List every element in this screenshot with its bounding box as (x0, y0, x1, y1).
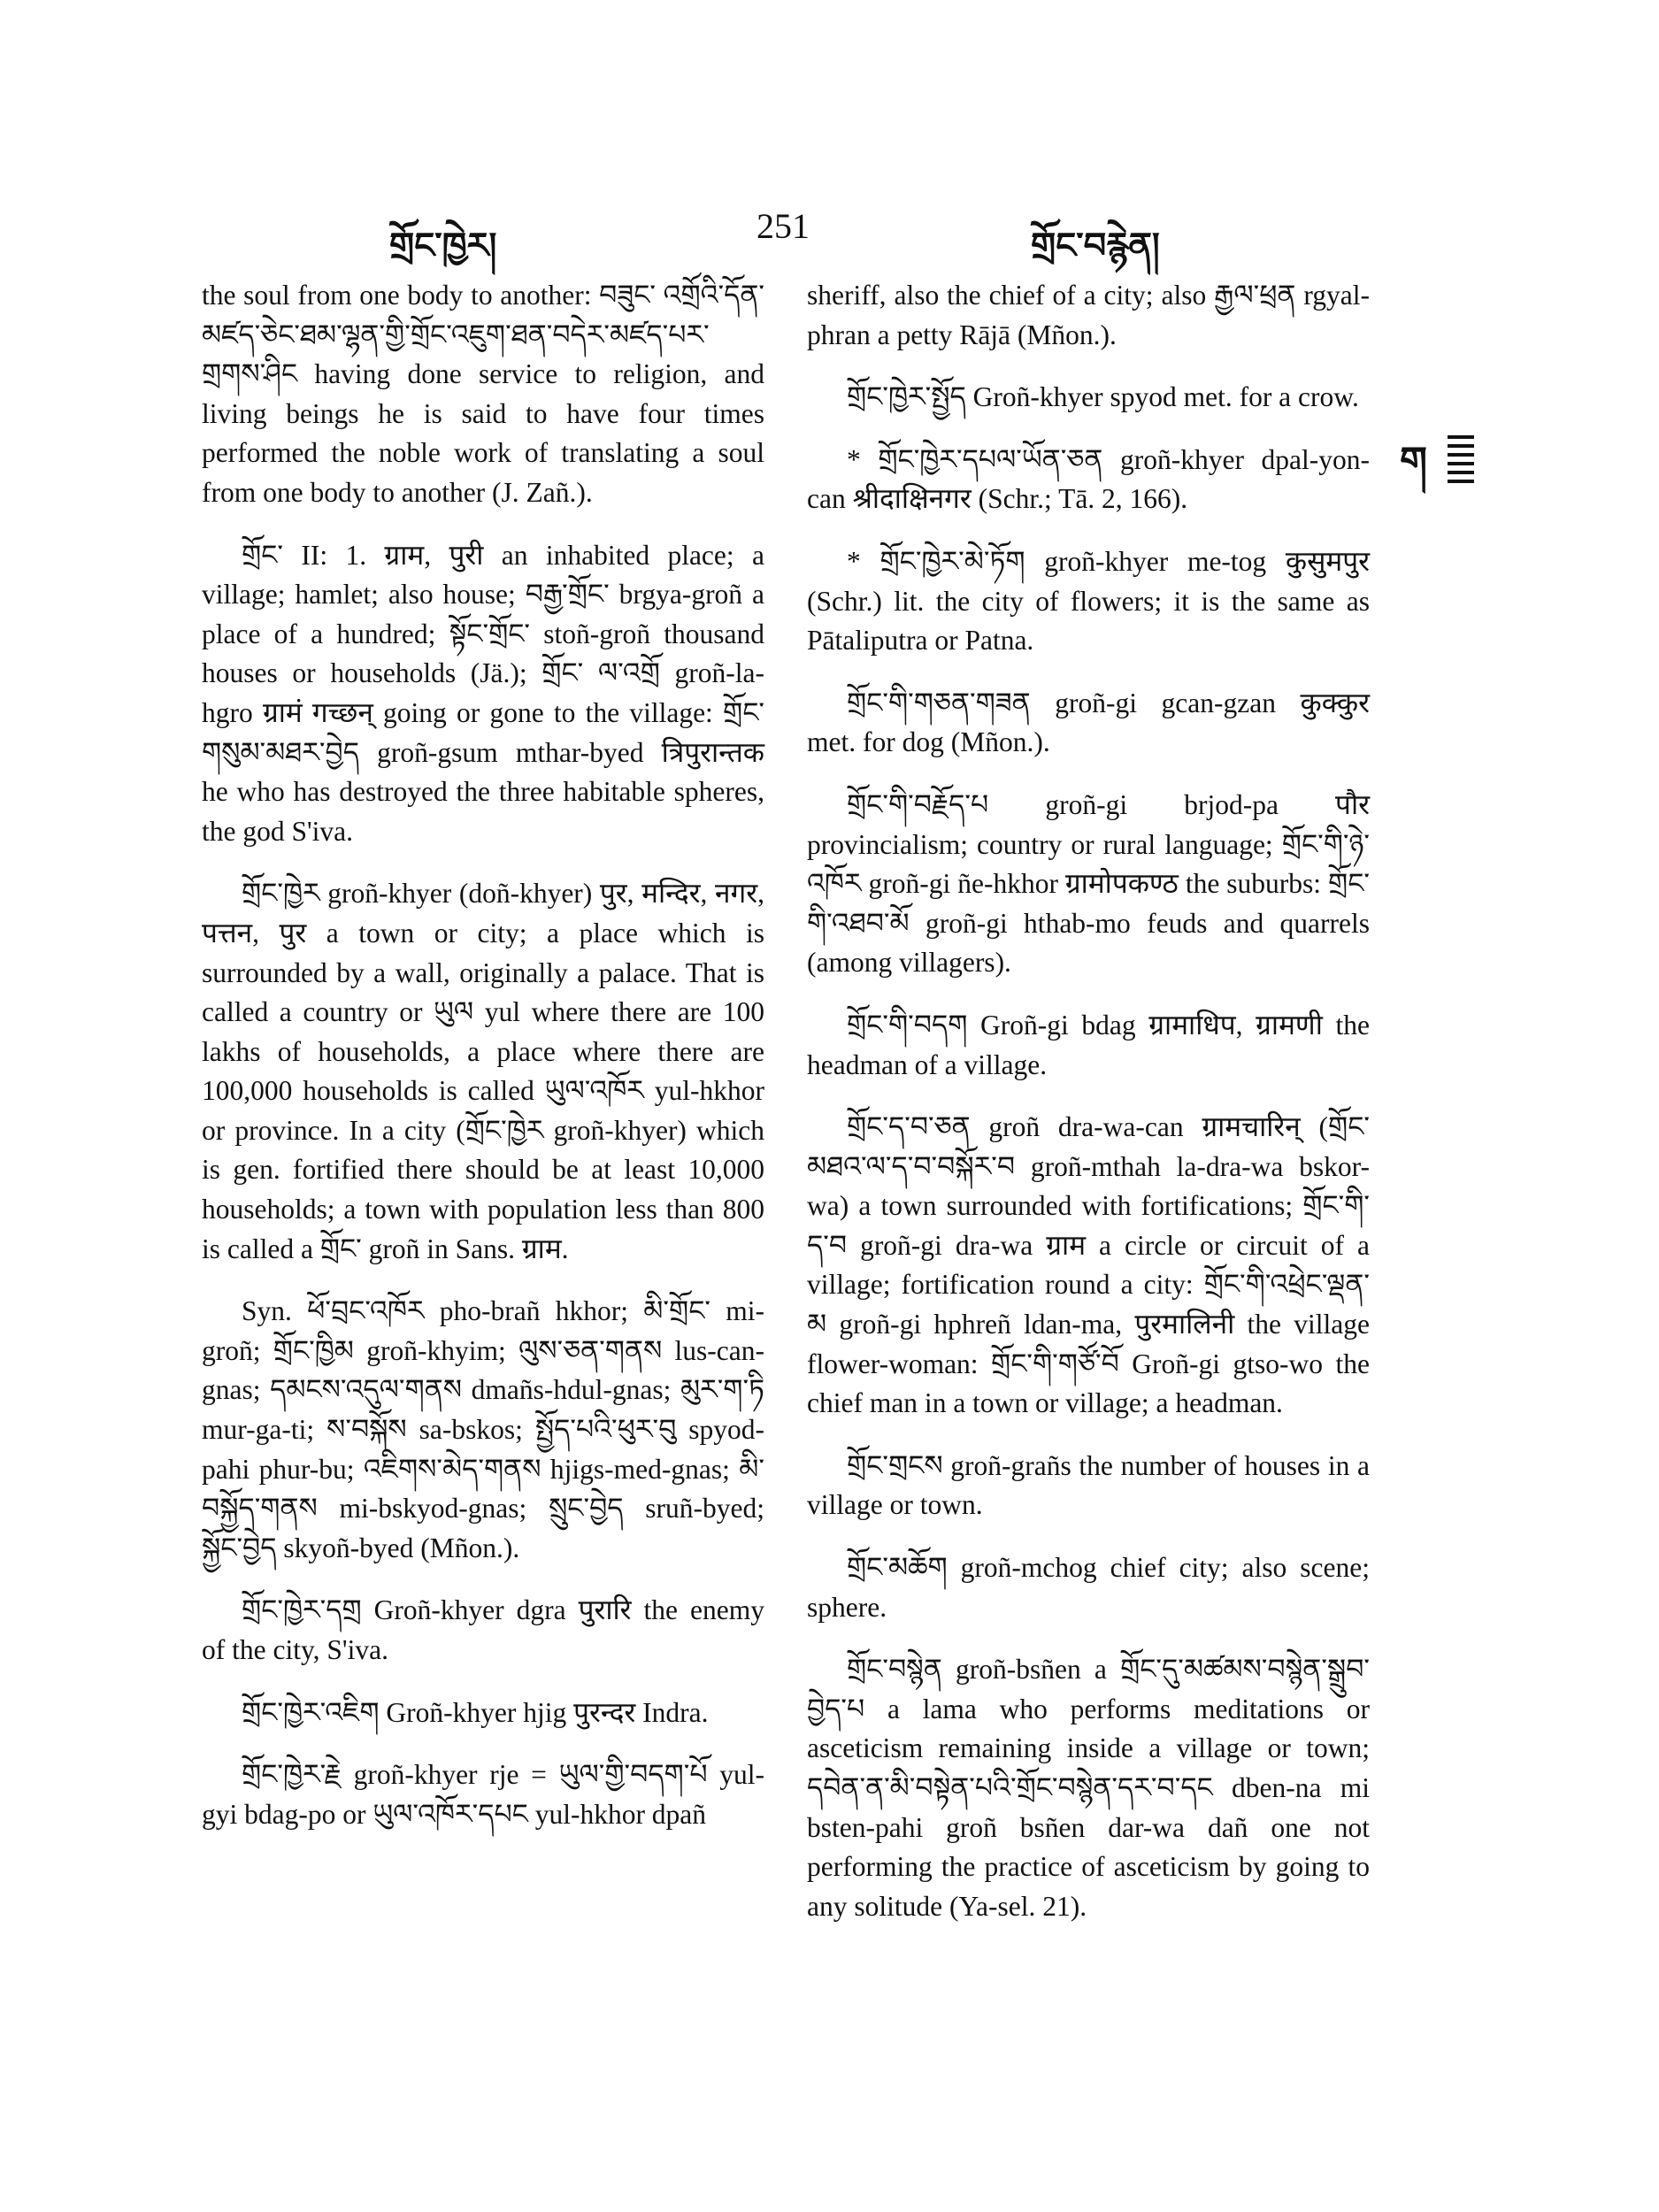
left-column (202, 276, 764, 1857)
dictionary-entry: གྲོང་བསྙེན groñ-bsñen a གྲོང་དུ་མཚམས་བསྙེན་སྒྲུབ་བྱེད་པ a lama who performs meditations or asceticism remaining inside a village or town; དབེན་ན་མི་བསྟེན་པའི་གྲོང་བསྙེན་དར་བ་དང dben-na mi bsten-pahi groñ bsñen dar-wa dañ one not performing the practice of asceticism by going to any solitude (Ya-sel. 21). (807, 1654, 1370, 1922)
dictionary-entry: Syn. ཕོ་བྲང་འཁོར pho-brañ hkhor; མི་གྲོང་ mi-groñ; གྲོང་ཁྱིམ groñ-khyim; ལུས་ཅན་གནས lus-can-gnas; དམངས་འདུལ་གནས dmañs-hdul-gnas; མུར་ག་ཏི mur-ga-ti; ས་བསྐོས sa-bskos; སྤྱོད་པའི་ཕུར་བུ spyod-pahi phur-bu; འཇིགས་མེད་གནས hjigs-med-gnas; མི་བསྐྱོད་གནས mi-bskyod-gnas; སྲུང་བྱེད sruñ-byed; སྐྱོང་བྱེད skyoñ-byed (Mñon.). (202, 1295, 764, 1563)
header-left-guide-word: གྲོང་ཁྱེར། (389, 226, 497, 265)
header-right-guide-word: གྲོང་བརྙེན། (1031, 226, 1160, 265)
dictionary-entry: གྲོང་མཆོག groñ-mchog chief city; also scene; sphere. (807, 1552, 1370, 1623)
dictionary-entry: གྲོང་ཁྱེར groñ-khyer (doñ-khyer) पुर, मन्दिर, नगर, पत्तन, पुर a town or city; a place which is surrounded by a wall, originally a palace. That is called a country or ཡུལ yul where there are 100 lakhs of households, a place where there are 100,000 households is called ཡུལ་འཁོར yul-hkhor or province. In a city (གྲོང་ཁྱེར groñ-khyer) which is gen. fortified there should be at least 10,000 households; a town with population less than 800 is called a གྲོང་ groñ in Sans. ग्राम. (202, 878, 764, 1264)
thumb-index-lines (1448, 435, 1474, 488)
dictionary-entry: གྲོང་ཁྱེར་རྗེ groñ-khyer rje = ཡུལ་གྱི་བདག་པོ yul-gyi bdag-po or ཡུལ་འཁོར་དཔང yul-hkhor dpañ (202, 1759, 764, 1830)
page-number: 251 (757, 206, 810, 246)
thumb-index-glyph: ག (1400, 440, 1427, 483)
dictionary-entry: གྲོང་ II: 1. ग्राम, पुरी an inhabited place; a village; hamlet; also house; བརྒྱ་གྲོང་ brgya-groñ a place of a hundred; སྟོང་གྲོང་ stoñ-groñ thousand houses or households (Jä.); གྲོང་ ལ་འགྲོ groñ-la-hgro ग्रामं गच्छन् going or gone to the village: གྲོང་གསུམ་མཐར་བྱེད groñ-gsum mthar-byed त्रिपुरान्तक he who has destroyed the three habitable spheres, the god S'iva. (202, 539, 764, 847)
dictionary-entry: the soul from one body to another: བཟུང་ འགྲོའི་དོན་མཛད་ཅེང་ཐམ་ལྷན་གྱི་གྲོང་འཇུག་ཐན་བདེར་མཛད་པར་ གྲགས་ཤིང having done service to religion, and living beings he is said to have four times performed the noble work of translating a soul from one body to another (J. Zañ.). (202, 280, 764, 508)
right-column (807, 276, 1370, 1949)
dictionary-entry: sheriff, also the chief of a city; also རྒྱལ་ཕྲན rgyal-phran a petty Rājā (Mñon.). (807, 280, 1370, 350)
dictionary-entry: གྲོང་ད་བ་ཅན groñ dra-wa-can ग्रामचारिन् (གྲོང་མཐའ་ལ་ད་བ་བསྐོར་བ groñ-mthah la-dra-wa bskor-wa) a town surrounded with fortifications; གྲོང་གི་ད་བ groñ-gi dra-wa ग्राम a circle or circuit of a village; fortification round a city: གྲོང་གི་འཕྲེང་ལྡན་མ groñ-gi hphreñ ldan-ma, पुरमालिनी the village flower-woman: གྲོང་གི་གཙོ་བོ Groñ-gi gtso-wo the chief man in a town or village; a headman. (807, 1111, 1370, 1419)
dictionary-entry: * གྲོང་ཁྱེར་མེ་ཏོག groñ-khyer me-tog कुसुमपुर (Schr.) lit. the city of flowers; it is the same as Pātaliputra or Patna. (807, 545, 1370, 657)
thumb-index-tab (1400, 430, 1474, 494)
page-header (0, 205, 1659, 265)
dictionary-entry: གྲོང་ཁྱེར་སྤྱོད Groñ-khyer spyod met. for a crow. (847, 381, 1359, 413)
dictionary-entry: * གྲོང་ཁྱེར་དཔལ་ཡོན་ཅན groñ-khyer dpal-yon-can श्रीदाक्षिनगर (Schr.; Tā. 2, 166). (807, 443, 1370, 515)
dictionary-entry: གྲོང་ཁྱེར་དགྲ Groñ-khyer dgra पुरारि the enemy of the city, S'iva. (202, 1594, 764, 1665)
dictionary-entry: གྲོང་གི་བདག Groñ-gi bdag ग्रामाधिप, ग्रामणी the headman of a village. (807, 1009, 1370, 1080)
dictionary-entry: གྲོང་གི་བརྗོད་པ groñ-gi brjod-pa पौर provincialism; country or rural language; གྲོང་གི་ཉེ་འཁོར groñ-gi ñe-hkhor ग्रामोपकण्ठ the suburbs: གྲོང་གི་འཐབ་མོ groñ-gi hthab-mo feuds and quarrels (among villagers). (807, 788, 1370, 979)
dictionary-entry: གྲོང་ཁྱེར་འཇིག Groñ-khyer hjig पुरन्दर Indra. (242, 1696, 709, 1728)
dictionary-entry: གྲོང་གི་གཅན་གཟན groñ-gi gcan-gzan कुक्कुर met. for dog (Mñon.). (807, 687, 1370, 758)
dictionary-entry: གྲོང་གྲངས groñ-grañs the number of houses in a village or town. (807, 1449, 1370, 1521)
